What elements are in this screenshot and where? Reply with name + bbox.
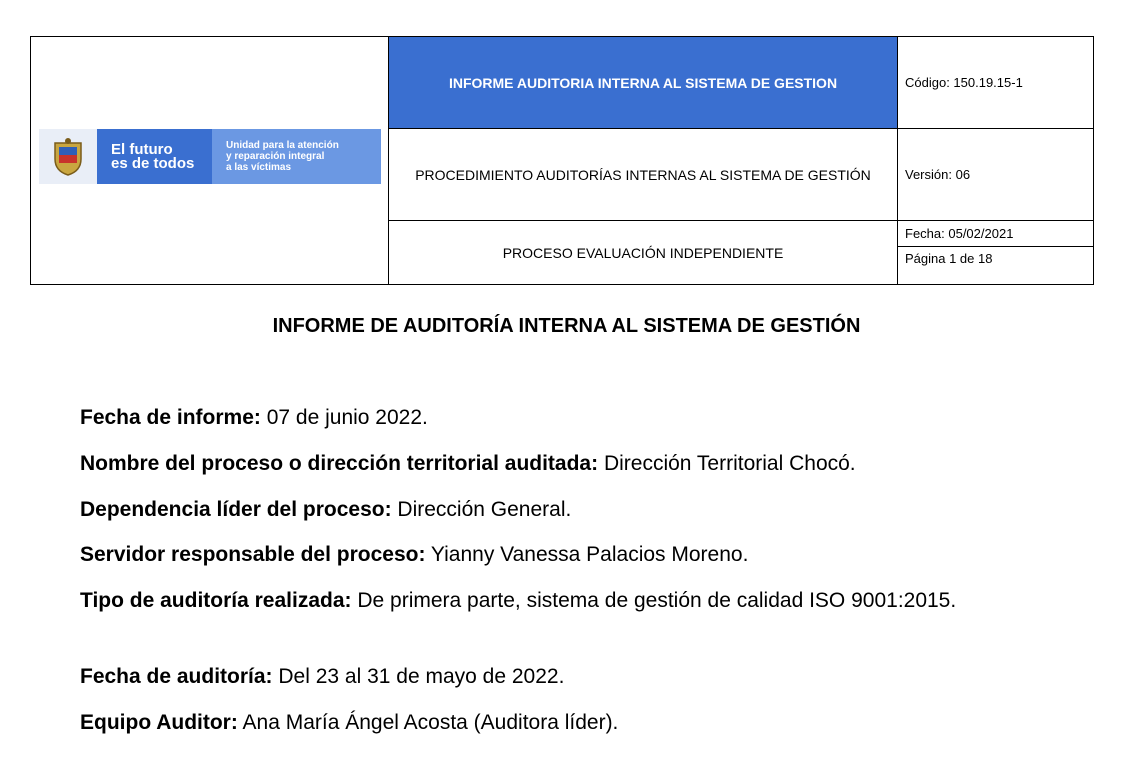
coat-of-arms-icon: [39, 129, 97, 184]
document-title: INFORME DE AUDITORÍA INTERNA AL SISTEMA DE GESTIÓN: [272, 315, 861, 337]
field-label: Equipo Auditor:: [80, 711, 238, 734]
logo-unit-line3: a las víctimas: [226, 162, 292, 173]
field-label: Dependencia líder del proceso:: [80, 498, 392, 521]
field-label: Nombre del proceso o dirección territorial auditada:: [80, 452, 599, 475]
logo-slogan-line2: es de todos: [111, 154, 195, 172]
field-audit-type: [80, 586, 1042, 616]
field-responsible-server: [80, 540, 1042, 570]
field-label: Fecha de auditoría:: [80, 665, 273, 688]
header-version: Versión: 06: [898, 129, 1093, 221]
logo-unit-name: [212, 129, 381, 184]
field-label: Fecha de informe:: [80, 406, 261, 429]
logo-slogan-line1: El futuro: [111, 140, 173, 158]
field-audit-team: [80, 708, 1042, 738]
field-process-name: [80, 449, 1042, 479]
logo-unit-line2: y reparación integral: [226, 151, 325, 162]
field-value: Dirección General.: [391, 498, 572, 521]
field-audit-date: [80, 662, 1042, 692]
field-lead-dependency: [80, 495, 1042, 525]
field-label: Servidor responsable del proceso:: [80, 543, 426, 566]
field-value: Del 23 al 31 de mayo de 2022.: [272, 665, 565, 688]
field-value: 07 de junio 2022.: [260, 406, 428, 429]
header-title: INFORME AUDITORIA INTERNA AL SISTEMA DE GESTION: [448, 74, 838, 91]
header-title-cell: [389, 37, 898, 129]
field-label: Tipo de auditoría realizada:: [80, 589, 352, 612]
field-value: Ana María Ángel Acosta (Auditora líder).: [237, 711, 619, 734]
logo-unit-line1: Unidad para la atención: [226, 140, 339, 151]
logo-slogan: [97, 129, 212, 184]
field-value: Dirección Territorial Chocó.: [598, 452, 856, 475]
document-header-table: [30, 36, 1094, 285]
logo-cell: [31, 37, 389, 284]
header-page-number: Página 1 de 18: [905, 251, 993, 266]
institution-logo: [39, 129, 381, 184]
header-code: Código: 150.19.15-1: [898, 37, 1093, 129]
header-procedure: PROCEDIMIENTO AUDITORÍAS INTERNAS AL SISTEMA DE GESTIÓN: [389, 129, 898, 221]
header-date: Fecha: 05/02/2021: [898, 221, 1093, 247]
field-value: Yianny Vanessa Palacios Moreno.: [425, 543, 749, 566]
header-process: PROCESO EVALUACIÓN INDEPENDIENTE: [389, 221, 898, 284]
field-report-date: [80, 403, 1042, 433]
field-value: De primera parte, sistema de gestión de calidad ISO 9001:2015.: [351, 589, 957, 612]
